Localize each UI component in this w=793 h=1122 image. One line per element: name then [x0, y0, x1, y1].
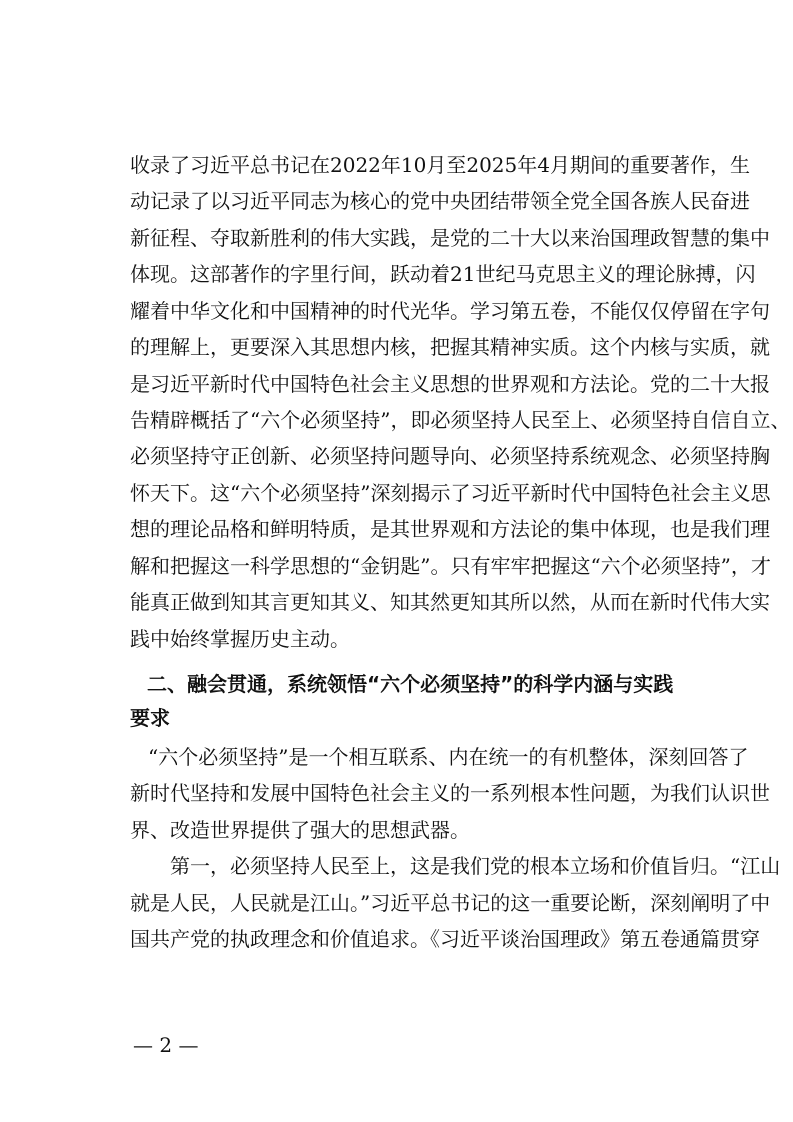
text-line: 想的理论品格和鲜明特质，是其世界观和方法论的集中体现，也是我们理	[130, 517, 770, 541]
text-line: 收录了习近平总书记在2022年10月至2025年4月期间的重要著作，生	[130, 153, 750, 177]
text-line: 怀天下。这“六个必须坚持”深刻揭示了习近平新时代中国特色社会主义思	[130, 481, 771, 505]
text-line: 的理解上，更要深入其思想内核，把握其精神实质。这个内核与实质，就	[130, 335, 770, 359]
text-line: 践中始终掌握历史主动。	[130, 627, 350, 651]
text-line: 新征程、夺取新胜利的伟大实践，是党的二十大以来治国理政智慧的集中	[130, 226, 770, 250]
text-line: “六个必须坚持”是一个相互联系、内在统一的有机整体，深刻回答了	[148, 745, 749, 769]
text-line: 解和把握这一科学思想的“金钥匙”。只有牢牢把握这“六个必须坚持”，才	[130, 554, 771, 578]
text-line: 告精辟概括了“六个必须坚持”，即必须坚持人民至上、必须坚持自信自立、	[130, 408, 791, 432]
text-line: 第一，必须坚持人民至上，这是我们党的根本立场和价值旨归。“江山	[170, 854, 781, 878]
text-line: 国共产党的执政理念和价值追求。《习近平谈治国理政》第五卷通篇贯穿	[130, 927, 760, 951]
text-line: 耀着中华文化和中国精神的时代光华。学习第五卷，不能仅仅停留在字句	[130, 299, 770, 323]
text-line: 是习近平新时代中国特色社会主义思想的世界观和方法论。党的二十大报	[130, 372, 770, 396]
text-line: 新时代坚持和发展中国特色社会主义的一系列根本性问题，为我们认识世	[130, 781, 770, 805]
text-line: 必须坚持守正创新、必须坚持问题导向、必须坚持系统观念、必须坚持胸	[130, 444, 770, 468]
text-line: 体现。这部著作的字里行间，跃动着21世纪马克思主义的理论脉搏，闪	[130, 262, 756, 286]
text-line: 界、改造世界提供了强大的思想武器。	[130, 818, 470, 842]
text-line: 就是人民，人民就是江山。”习近平总书记的这一重要论断，深刻阐明了中	[130, 891, 771, 915]
heading-line: 要求	[130, 706, 170, 730]
text-line: 动记录了以习近平同志为核心的党中央团结带领全党全国各族人民奋进	[130, 189, 750, 213]
text-line: 能真正做到知其言更知其义、知其然更知其所以然，从而在新时代伟大实	[130, 590, 770, 614]
page-number: — 2 —	[133, 1033, 199, 1057]
heading-line: 二、融会贯通，系统领悟“六个必须坚持”的科学内涵与实践	[147, 672, 674, 696]
